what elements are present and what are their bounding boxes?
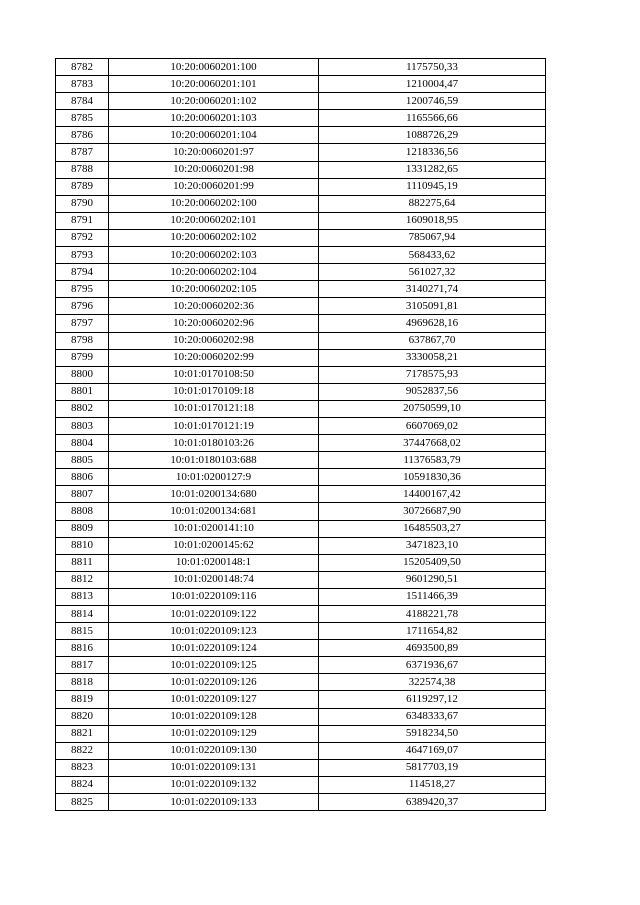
- cadastral-value-cell: 37447668,02: [319, 435, 546, 452]
- row-number-cell: 8794: [56, 264, 109, 281]
- table-row: [56, 640, 546, 657]
- cadastral-number-cell: 10:01:0220109:128: [109, 708, 319, 725]
- cadastral-number-cell: 10:01:0220109:129: [109, 725, 319, 742]
- row-number-cell: 8801: [56, 383, 109, 400]
- table-row: [56, 452, 546, 469]
- table-row: [56, 195, 546, 212]
- cadastral-value-cell: 568433,62: [319, 247, 546, 264]
- cadastral-number-cell: 10:01:0220109:116: [109, 588, 319, 605]
- cadastral-number-cell: 10:20:0060202:100: [109, 195, 319, 212]
- cadastral-number-cell: 10:20:0060201:103: [109, 110, 319, 127]
- cadastral-number-cell: 10:01:0220109:125: [109, 657, 319, 674]
- cadastral-number-cell: 10:01:0170121:19: [109, 417, 319, 434]
- cadastral-number-cell: 10:20:0060202:99: [109, 349, 319, 366]
- row-number-cell: 8825: [56, 794, 109, 811]
- cadastral-value-cell: 14400167,42: [319, 486, 546, 503]
- table-row: [56, 554, 546, 571]
- cadastral-value-cell: 9052837,56: [319, 383, 546, 400]
- row-number-cell: 8803: [56, 417, 109, 434]
- table-row: [56, 520, 546, 537]
- table-row: [56, 212, 546, 229]
- table-row: [56, 315, 546, 332]
- row-number-cell: 8812: [56, 571, 109, 588]
- table-row: [56, 298, 546, 315]
- cadastral-number-cell: 10:20:0060202:104: [109, 264, 319, 281]
- row-number-cell: 8795: [56, 281, 109, 298]
- cadastral-value-cell: 5817703,19: [319, 759, 546, 776]
- cadastral-value-cell: 4647169,07: [319, 742, 546, 759]
- cadastral-number-cell: 10:01:0170121:18: [109, 400, 319, 417]
- table-row: [56, 161, 546, 178]
- cadastral-number-cell: 10:01:0170108:50: [109, 366, 319, 383]
- cadastral-value-cell: 1110945,19: [319, 178, 546, 195]
- row-number-cell: 8785: [56, 110, 109, 127]
- cadastral-number-cell: 10:01:0220109:130: [109, 742, 319, 759]
- cadastral-value-cell: 7178575,93: [319, 366, 546, 383]
- cadastral-number-cell: 10:20:0060201:99: [109, 178, 319, 195]
- table-row: [56, 366, 546, 383]
- cadastral-value-cell: 6348333,67: [319, 708, 546, 725]
- row-number-cell: 8813: [56, 588, 109, 605]
- cadastral-value-cell: 561027,32: [319, 264, 546, 281]
- row-number-cell: 8790: [56, 195, 109, 212]
- row-number-cell: 8792: [56, 229, 109, 246]
- table-row: [56, 59, 546, 76]
- table-row: [56, 708, 546, 725]
- table-row: [56, 76, 546, 93]
- cadastral-value-cell: 785067,94: [319, 229, 546, 246]
- row-number-cell: 8786: [56, 127, 109, 144]
- row-number-cell: 8817: [56, 657, 109, 674]
- row-number-cell: 8797: [56, 315, 109, 332]
- cadastral-number-cell: 10:01:0220109:131: [109, 759, 319, 776]
- row-number-cell: 8793: [56, 247, 109, 264]
- cadastral-number-cell: 10:01:0180103:688: [109, 452, 319, 469]
- cadastral-number-cell: 10:01:0200145:62: [109, 537, 319, 554]
- row-number-cell: 8782: [56, 59, 109, 76]
- cadastral-number-cell: 10:20:0060201:97: [109, 144, 319, 161]
- cadastral-value-cell: 114518,27: [319, 776, 546, 793]
- row-number-cell: 8808: [56, 503, 109, 520]
- cadastral-value-cell: 10591830,36: [319, 469, 546, 486]
- table-row: [56, 691, 546, 708]
- row-number-cell: 8824: [56, 776, 109, 793]
- cadastral-number-cell: 10:20:0060201:98: [109, 161, 319, 178]
- cadastral-value-cell: 20750599,10: [319, 400, 546, 417]
- row-number-cell: 8810: [56, 537, 109, 554]
- cadastral-value-cell: 1331282,65: [319, 161, 546, 178]
- cadastral-value-cell: 4693500,89: [319, 640, 546, 657]
- cadastral-number-cell: 10:20:0060202:101: [109, 212, 319, 229]
- cadastral-value-cell: 9601290,51: [319, 571, 546, 588]
- row-number-cell: 8802: [56, 400, 109, 417]
- cadastral-number-cell: 10:01:0220109:126: [109, 674, 319, 691]
- row-number-cell: 8799: [56, 349, 109, 366]
- table-row: [56, 486, 546, 503]
- cadastral-value-cell: 3140271,74: [319, 281, 546, 298]
- cadastral-value-cell: 637867,70: [319, 332, 546, 349]
- cadastral-number-cell: 10:01:0220109:123: [109, 623, 319, 640]
- table-row: [56, 742, 546, 759]
- cadastral-number-cell: 10:20:0060202:105: [109, 281, 319, 298]
- cadastral-value-cell: 4188221,78: [319, 606, 546, 623]
- cadastral-number-cell: 10:20:0060202:102: [109, 229, 319, 246]
- row-number-cell: 8804: [56, 435, 109, 452]
- table-row: [56, 264, 546, 281]
- cadastral-value-cell: 30726687,90: [319, 503, 546, 520]
- row-number-cell: 8815: [56, 623, 109, 640]
- row-number-cell: 8784: [56, 93, 109, 110]
- table-row: [56, 657, 546, 674]
- row-number-cell: 8809: [56, 520, 109, 537]
- table-row: [56, 383, 546, 400]
- cadastral-value-cell: 11376583,79: [319, 452, 546, 469]
- row-number-cell: 8818: [56, 674, 109, 691]
- cadastral-number-cell: 10:20:0060201:104: [109, 127, 319, 144]
- cadastral-value-cell: 6119297,12: [319, 691, 546, 708]
- cadastral-number-cell: 10:20:0060202:103: [109, 247, 319, 264]
- cadastral-number-cell: 10:01:0200134:680: [109, 486, 319, 503]
- cadastral-number-cell: 10:01:0200148:74: [109, 571, 319, 588]
- row-number-cell: 8789: [56, 178, 109, 195]
- cadastral-value-cell: 882275,64: [319, 195, 546, 212]
- table-row: [56, 400, 546, 417]
- cadastral-value-cell: 15205409,50: [319, 554, 546, 571]
- table-row: [56, 503, 546, 520]
- cadastral-number-cell: 10:20:0060202:36: [109, 298, 319, 315]
- row-number-cell: 8823: [56, 759, 109, 776]
- table-row: [56, 759, 546, 776]
- cadastral-number-cell: 10:01:0220109:124: [109, 640, 319, 657]
- cadastral-value-cell: 3330058,21: [319, 349, 546, 366]
- cadastral-number-cell: 10:20:0060201:101: [109, 76, 319, 93]
- cadastral-value-cell: 1609018,95: [319, 212, 546, 229]
- cadastral-value-cell: 1711654,82: [319, 623, 546, 640]
- row-number-cell: 8814: [56, 606, 109, 623]
- cadastral-value-cell: 16485503,27: [319, 520, 546, 537]
- table-row: [56, 127, 546, 144]
- cadastral-number-cell: 10:20:0060201:100: [109, 59, 319, 76]
- cadastral-value-cell: 1218336,56: [319, 144, 546, 161]
- row-number-cell: 8811: [56, 554, 109, 571]
- table-row: [56, 588, 546, 605]
- cadastral-value-cell: 4969628,16: [319, 315, 546, 332]
- table-row: [56, 229, 546, 246]
- table-row: [56, 178, 546, 195]
- cadastral-number-cell: 10:01:0220109:133: [109, 794, 319, 811]
- cadastral-value-cell: 1210004,47: [319, 76, 546, 93]
- cadastral-value-cell: 6389420,37: [319, 794, 546, 811]
- table-row: [56, 469, 546, 486]
- cadastral-number-cell: 10:20:0060202:96: [109, 315, 319, 332]
- cadastral-number-cell: 10:01:0220109:132: [109, 776, 319, 793]
- table-row: [56, 794, 546, 811]
- row-number-cell: 8788: [56, 161, 109, 178]
- table-row: [56, 435, 546, 452]
- cadastral-value-cell: 3105091,81: [319, 298, 546, 315]
- table-row: [56, 332, 546, 349]
- cadastral-value-cell: 1200746,59: [319, 93, 546, 110]
- cadastral-value-cell: 1175750,33: [319, 59, 546, 76]
- cadastral-number-cell: 10:01:0220109:122: [109, 606, 319, 623]
- row-number-cell: 8787: [56, 144, 109, 161]
- table-row: [56, 674, 546, 691]
- row-number-cell: 8820: [56, 708, 109, 725]
- cadastral-number-cell: 10:01:0200148:1: [109, 554, 319, 571]
- cadastral-number-cell: 10:01:0200141:10: [109, 520, 319, 537]
- table-row: [56, 776, 546, 793]
- cadastral-value-cell: 322574,38: [319, 674, 546, 691]
- row-number-cell: 8805: [56, 452, 109, 469]
- table-row: [56, 110, 546, 127]
- table-row: [56, 247, 546, 264]
- row-number-cell: 8783: [56, 76, 109, 93]
- row-number-cell: 8800: [56, 366, 109, 383]
- cadastral-value-cell: 1511466,39: [319, 588, 546, 605]
- cadastral-value-cell: 1088726,29: [319, 127, 546, 144]
- table-row: [56, 349, 546, 366]
- table-row: [56, 725, 546, 742]
- row-number-cell: 8821: [56, 725, 109, 742]
- cadastral-number-cell: 10:20:0060201:102: [109, 93, 319, 110]
- row-number-cell: 8798: [56, 332, 109, 349]
- cadastral-value-cell: 3471823,10: [319, 537, 546, 554]
- cadastral-number-cell: 10:20:0060202:98: [109, 332, 319, 349]
- cadastral-number-cell: 10:01:0200127:9: [109, 469, 319, 486]
- table-body: [56, 59, 546, 811]
- table-row: [56, 281, 546, 298]
- cadastral-value-cell: 5918234,50: [319, 725, 546, 742]
- cadastral-value-cell: 6371936,67: [319, 657, 546, 674]
- cadastral-value-cell: 6607069,02: [319, 417, 546, 434]
- row-number-cell: 8806: [56, 469, 109, 486]
- row-number-cell: 8807: [56, 486, 109, 503]
- row-number-cell: 8791: [56, 212, 109, 229]
- cadastral-number-cell: 10:01:0200134:681: [109, 503, 319, 520]
- table-row: [56, 571, 546, 588]
- table-row: [56, 537, 546, 554]
- row-number-cell: 8796: [56, 298, 109, 315]
- cadastral-value-cell: 1165566,66: [319, 110, 546, 127]
- table-row: [56, 93, 546, 110]
- cadastral-number-cell: 10:01:0170109:18: [109, 383, 319, 400]
- table-row: [56, 144, 546, 161]
- cadastral-number-cell: 10:01:0180103:26: [109, 435, 319, 452]
- table-row: [56, 623, 546, 640]
- row-number-cell: 8822: [56, 742, 109, 759]
- cadastral-value-table: [55, 58, 546, 811]
- table-row: [56, 417, 546, 434]
- row-number-cell: 8819: [56, 691, 109, 708]
- cadastral-number-cell: 10:01:0220109:127: [109, 691, 319, 708]
- row-number-cell: 8816: [56, 640, 109, 657]
- table-row: [56, 606, 546, 623]
